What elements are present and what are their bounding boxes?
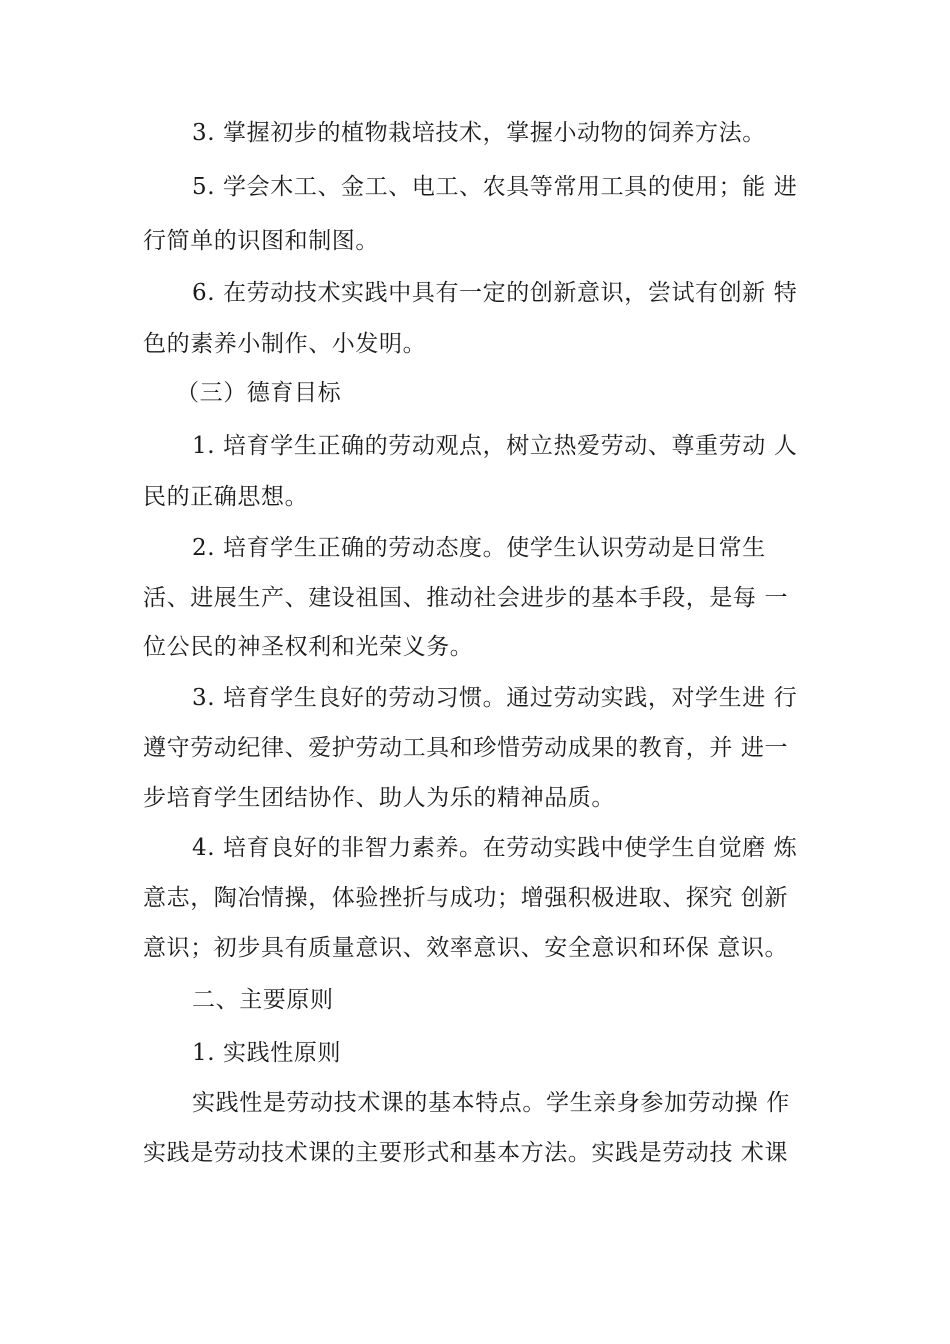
paragraph-line: 民的正确思想。 [143,484,309,510]
paragraph-line: 行简单的识图和制图。 [143,228,379,254]
paragraph-line: 活、进展生产、建设祖国、推动社会进步的基本手段，是每 一 [143,585,789,611]
section-heading: 二、主要原则 [192,987,334,1013]
paragraph-line: 实践是劳动技术课的主要形式和基本方法。实践是劳动技 术课 [143,1140,789,1166]
paragraph-line: 2. 培育学生正确的劳动态度。使学生认识劳动是日常生 [192,535,766,561]
paragraph-line: 4. 培育良好的非智力素养。在劳动实践中使学生自觉磨 炼 [192,835,798,861]
paragraph-line: 步培育学生团结协作、助人为乐的精神品质。 [143,785,615,811]
paragraph-line: 遵守劳动纪律、爱护劳动工具和珍惜劳动成果的教育，并 进一 [143,735,789,761]
section-heading: 1. 实践性原则 [192,1040,342,1066]
paragraph-line: 意志，陶冶情操，体验挫折与成功；增强积极进取、探究 创新 [143,885,789,911]
paragraph-line: 实践性是劳动技术课的基本特点。学生亲身参加劳动操 作 [192,1090,790,1116]
paragraph-line: 1. 培育学生正确的劳动观点，树立热爱劳动、尊重劳动 人 [192,433,798,459]
paragraph-line: 5. 学会木工、金工、电工、农具等常用工具的使用；能 进 [192,174,798,200]
paragraph-line: 3. 培育学生良好的劳动习惯。通过劳动实践，对学生进 行 [192,685,798,711]
paragraph-line: 6. 在劳动技术实践中具有一定的创新意识，尝试有创新 特 [192,280,798,306]
paragraph-line: 色的素养小制作、小发明。 [143,331,427,357]
section-heading: （三）德育目标 [176,380,342,406]
paragraph-line: 3. 掌握初步的植物栽培技术，掌握小动物的饲养方法。 [192,120,766,146]
paragraph-line: 位公民的神圣权利和光荣义务。 [143,634,474,660]
paragraph-line: 意识；初步具有质量意识、效率意识、安全意识和环保 意识。 [143,935,789,961]
